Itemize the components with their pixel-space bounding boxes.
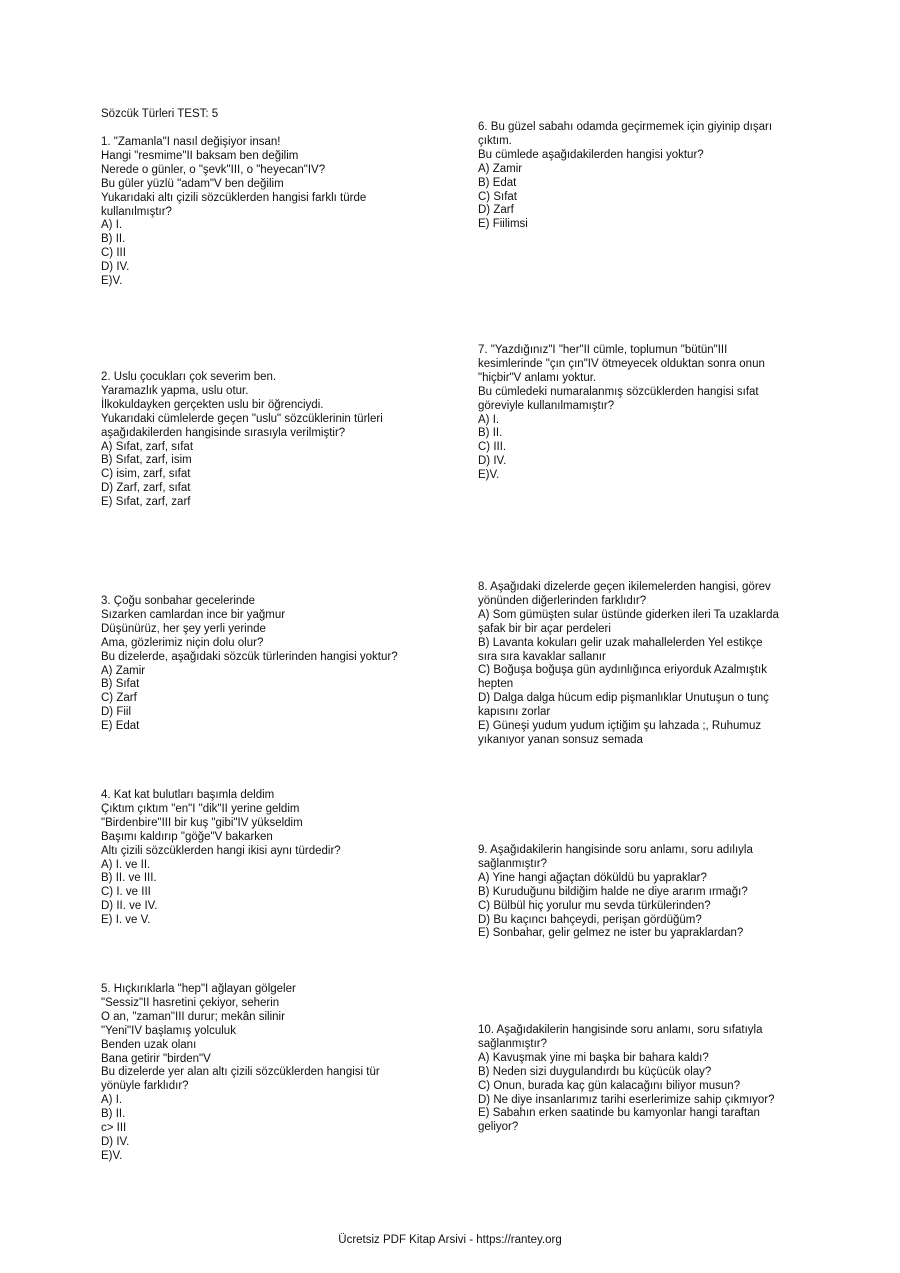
question-line: D) IV. [478,455,507,468]
question-line: D) Dalga dalga hücum edip pişmanlıklar Unutuşun o tunç [478,692,769,705]
question-line: 2. Uslu çocukları çok severim ben. [101,371,277,383]
question-line: B) Lavanta kokuları gelir uzak mahallelerden Yel estikçe [478,636,763,649]
question-line: 5. Hıçkırıklarla "hep"I ağlayan gölgeler [101,983,296,995]
page-title: Sözcük Türleri TEST: 5 [101,108,219,120]
question-line: B) II. [101,233,126,246]
question-line: C) Sıfat [478,190,517,203]
question-line: geliyor? [478,1121,519,1134]
question-line: "hiçbir"V anlamı yoktur. [478,371,597,384]
question-line: A) I. [101,219,123,232]
question-line: E) Fiilimsi [478,218,528,231]
question-line: C) I. ve III [101,886,151,899]
question-line: B) Sıfat, zarf, isim [101,454,192,467]
question-line: B) II. [101,1108,126,1121]
question-line: B) II. [478,427,503,440]
question-line: 9. Aşağıdakilerin hangisinde soru anlamı, soru adılıyla [478,844,753,856]
question-line: Bu cümlede aşağıdakilerden hangisi yoktur? [478,148,704,161]
question-line: B) Neden sizi duygulandırdı bu küçücük olay? [478,1065,712,1078]
question-3 [101,595,401,734]
question-6 [478,121,798,232]
question-line: E) Sıfat, zarf, zarf [101,496,191,509]
question-line: A) I. ve II. [101,858,151,871]
question-5 [101,983,401,1164]
question-line: kesimlerinde "çın çın"IV ötmeyecek olduktan sonra onun [478,357,765,370]
question-line: A) Zamir [101,664,146,677]
question-line: şafak bir bir açar perdeleri [478,622,611,635]
question-line: C) Zarf [101,692,137,705]
question-line: A) Kavuşmak yine mi başka bir bahara kaldı? [478,1051,709,1064]
question-line: A) Sıfat, zarf, sıfat [101,440,194,453]
question-line: kapısını zorlar [478,706,551,719]
question-line: D) Zarf [478,204,514,217]
question-line: B) Sıfat [101,678,140,691]
question-line: c> III [101,1122,127,1135]
question-line: E)V. [478,469,500,482]
question-line: 3. Çoğu sonbahar gecelerinde [101,595,256,607]
question-line: "Birdenbire"III bir kuş "gibi"IV yükseldim [101,816,303,829]
question-line: 4. Kat kat bulutları başımla deldim [101,789,275,801]
question-line: İlkokuldayken gerçekten uslu bir öğrenciydi. [101,398,324,411]
question-line: 1. "Zamanla"I nasıl değişiyor insan! [101,136,281,148]
question-line: göreviyle kullanılmamıştır? [478,399,615,412]
question-line: Benden uzak olanı [101,1038,197,1051]
question-line: "Sessiz"II hasretini çekiyor, seherin [101,996,280,1009]
question-line: Bu güler yüzlü "adam"V ben değilim [101,177,284,190]
question-line: çıktım. [478,134,512,147]
question-line: C) III [101,247,126,260]
question-line: yönüyle farklıdır? [101,1080,189,1093]
question-line: 7. "Yazdığınız"I "her"II cümle, toplumun "bütün"III [478,344,728,356]
question-line: Hangi "resmime"II baksam ben değilim [101,149,299,162]
question-line: Yaramazlık yapma, uslu otur. [101,384,249,397]
question-line: E) Sabahın erken saatinde bu kamyonlar hangi taraftan [478,1107,760,1120]
question-line: yıkanıyor yanan sonsuz semada [478,733,643,746]
question-line: sağlanmıştır? [478,857,548,870]
question-line: E) Güneşi yudum yudum içtiğim şu lahzada ;, Ruhumuz [478,720,762,733]
question-line: Bu cümledeki numaralanmış sözcüklerden hangisi sıfat [478,385,759,398]
question-line: E)V. [101,1149,123,1162]
question-line: D) IV. [101,261,130,274]
question-line: D) IV. [101,1135,130,1148]
question-line: yönünden diğerlerinden farklıdır? [478,594,647,607]
question-line: Başımı kaldırıp "göğe"V bakarken [101,830,273,843]
question-line: A) Yine hangi ağaçtan döküldü bu yapraklar? [478,871,707,884]
question-line: C) isim, zarf, sıfat [101,468,191,481]
question-line: A) Zamir [478,162,523,175]
question-line: Ama, gözlerimiz niçin dolu olur? [101,636,264,649]
question-line: C) Boğuşa boğuşa gün aydınlığınca eriyorduk Azalmıştık [478,664,767,677]
question-8 [478,581,798,748]
question-line: "Yeni"IV başlamış yolculuk [101,1024,236,1037]
question-line: A) I. [478,413,500,426]
question-line: A) I. [101,1094,123,1107]
question-9 [478,844,798,941]
question-line: Yukarıdaki cümlelerde geçen "uslu" sözcüklerinin türleri [101,412,383,425]
question-line: O an, "zaman"III durur; mekân silinir [101,1010,285,1023]
question-line: E) Edat [101,720,140,733]
question-line: Düşünürüz, her şey yerli yerinde [101,622,266,635]
question-line: Bana getirir "birden"V [101,1052,211,1065]
question-line: 10. Aşağıdakilerin hangisinde soru anlamı, soru sıfatıyla [478,1024,763,1036]
question-line: kullanılmıştır? [101,205,172,218]
question-2 [101,371,401,510]
question-line: A) Som gümüşten sular üstünde giderken ileri Ta uzaklarda [478,608,779,621]
question-line: 8. Aşağıdaki dizelerde geçen ikilemelerden hangisi, görev [478,581,771,593]
question-line: D) Fiil [101,706,132,719]
question-line: Bu dizelerde, aşağıdaki sözcük türlerinden hangisi yoktur? [101,650,398,663]
question-line: sağlanmıştır? [478,1037,548,1050]
question-line: C) Onun, burada kaç gün kalacağını biliyor musun? [478,1079,741,1092]
question-line: D) Ne diye insanlarımız tarihi eserlerimize sahip çıkmıyor? [478,1093,775,1106]
question-line: sıra sıra kavaklar sallanır [478,650,606,663]
question-line: Çıktım çıktım "en"I "dik"II yerine geldim [101,802,300,815]
question-line: hepten [478,678,514,691]
question-line: C) III. [478,441,507,454]
question-line: E) I. ve V. [101,914,151,927]
question-line: E)V. [101,275,123,288]
question-line: Altı çizili sözcüklerden hangi ikisi aynı türdedir? [101,844,341,857]
page-footer: Ücretsiz PDF Kitap Arsivi - https://rantey.org [338,1234,562,1246]
question-line: aşağıdakilerden hangisinde sırasıyla verilmiştir? [101,426,346,439]
question-line: B) II. ve III. [101,872,157,885]
question-line: D) Bu kaçıncı bahçeydi, perişan gördüğüm? [478,913,702,926]
question-line: Yukarıdaki altı çizili sözcüklerden hangisi farklı türde [101,191,367,204]
question-line: Sızarken camlardan ince bir yağmur [101,608,286,621]
question-line: 6. Bu güzel sabahı odamda geçirmemek için giyinip dışarı [478,121,773,133]
question-line: B) Edat [478,176,517,189]
question-line: Nerede o günler, o "şevk"III, o "heyecan"IV? [101,163,326,176]
question-line: E) Sonbahar, gelir gelmez ne ister bu yapraklardan? [478,927,744,940]
question-4 [101,789,401,928]
question-10 [478,1024,798,1135]
question-line: C) Bülbül hiç yorulur mu sevda türkülerinden? [478,899,711,912]
question-line: B) Kuruduğunu bildiğim halde ne diye ararım ırmağı? [478,885,748,898]
question-line: Bu dizelerde yer alan altı çizili sözcüklerden hangisi tür [101,1066,380,1079]
question-7 [478,344,798,483]
question-line: D) II. ve IV. [101,900,158,913]
question-line: D) Zarf, zarf, sıfat [101,482,191,495]
question-1 [101,136,401,289]
